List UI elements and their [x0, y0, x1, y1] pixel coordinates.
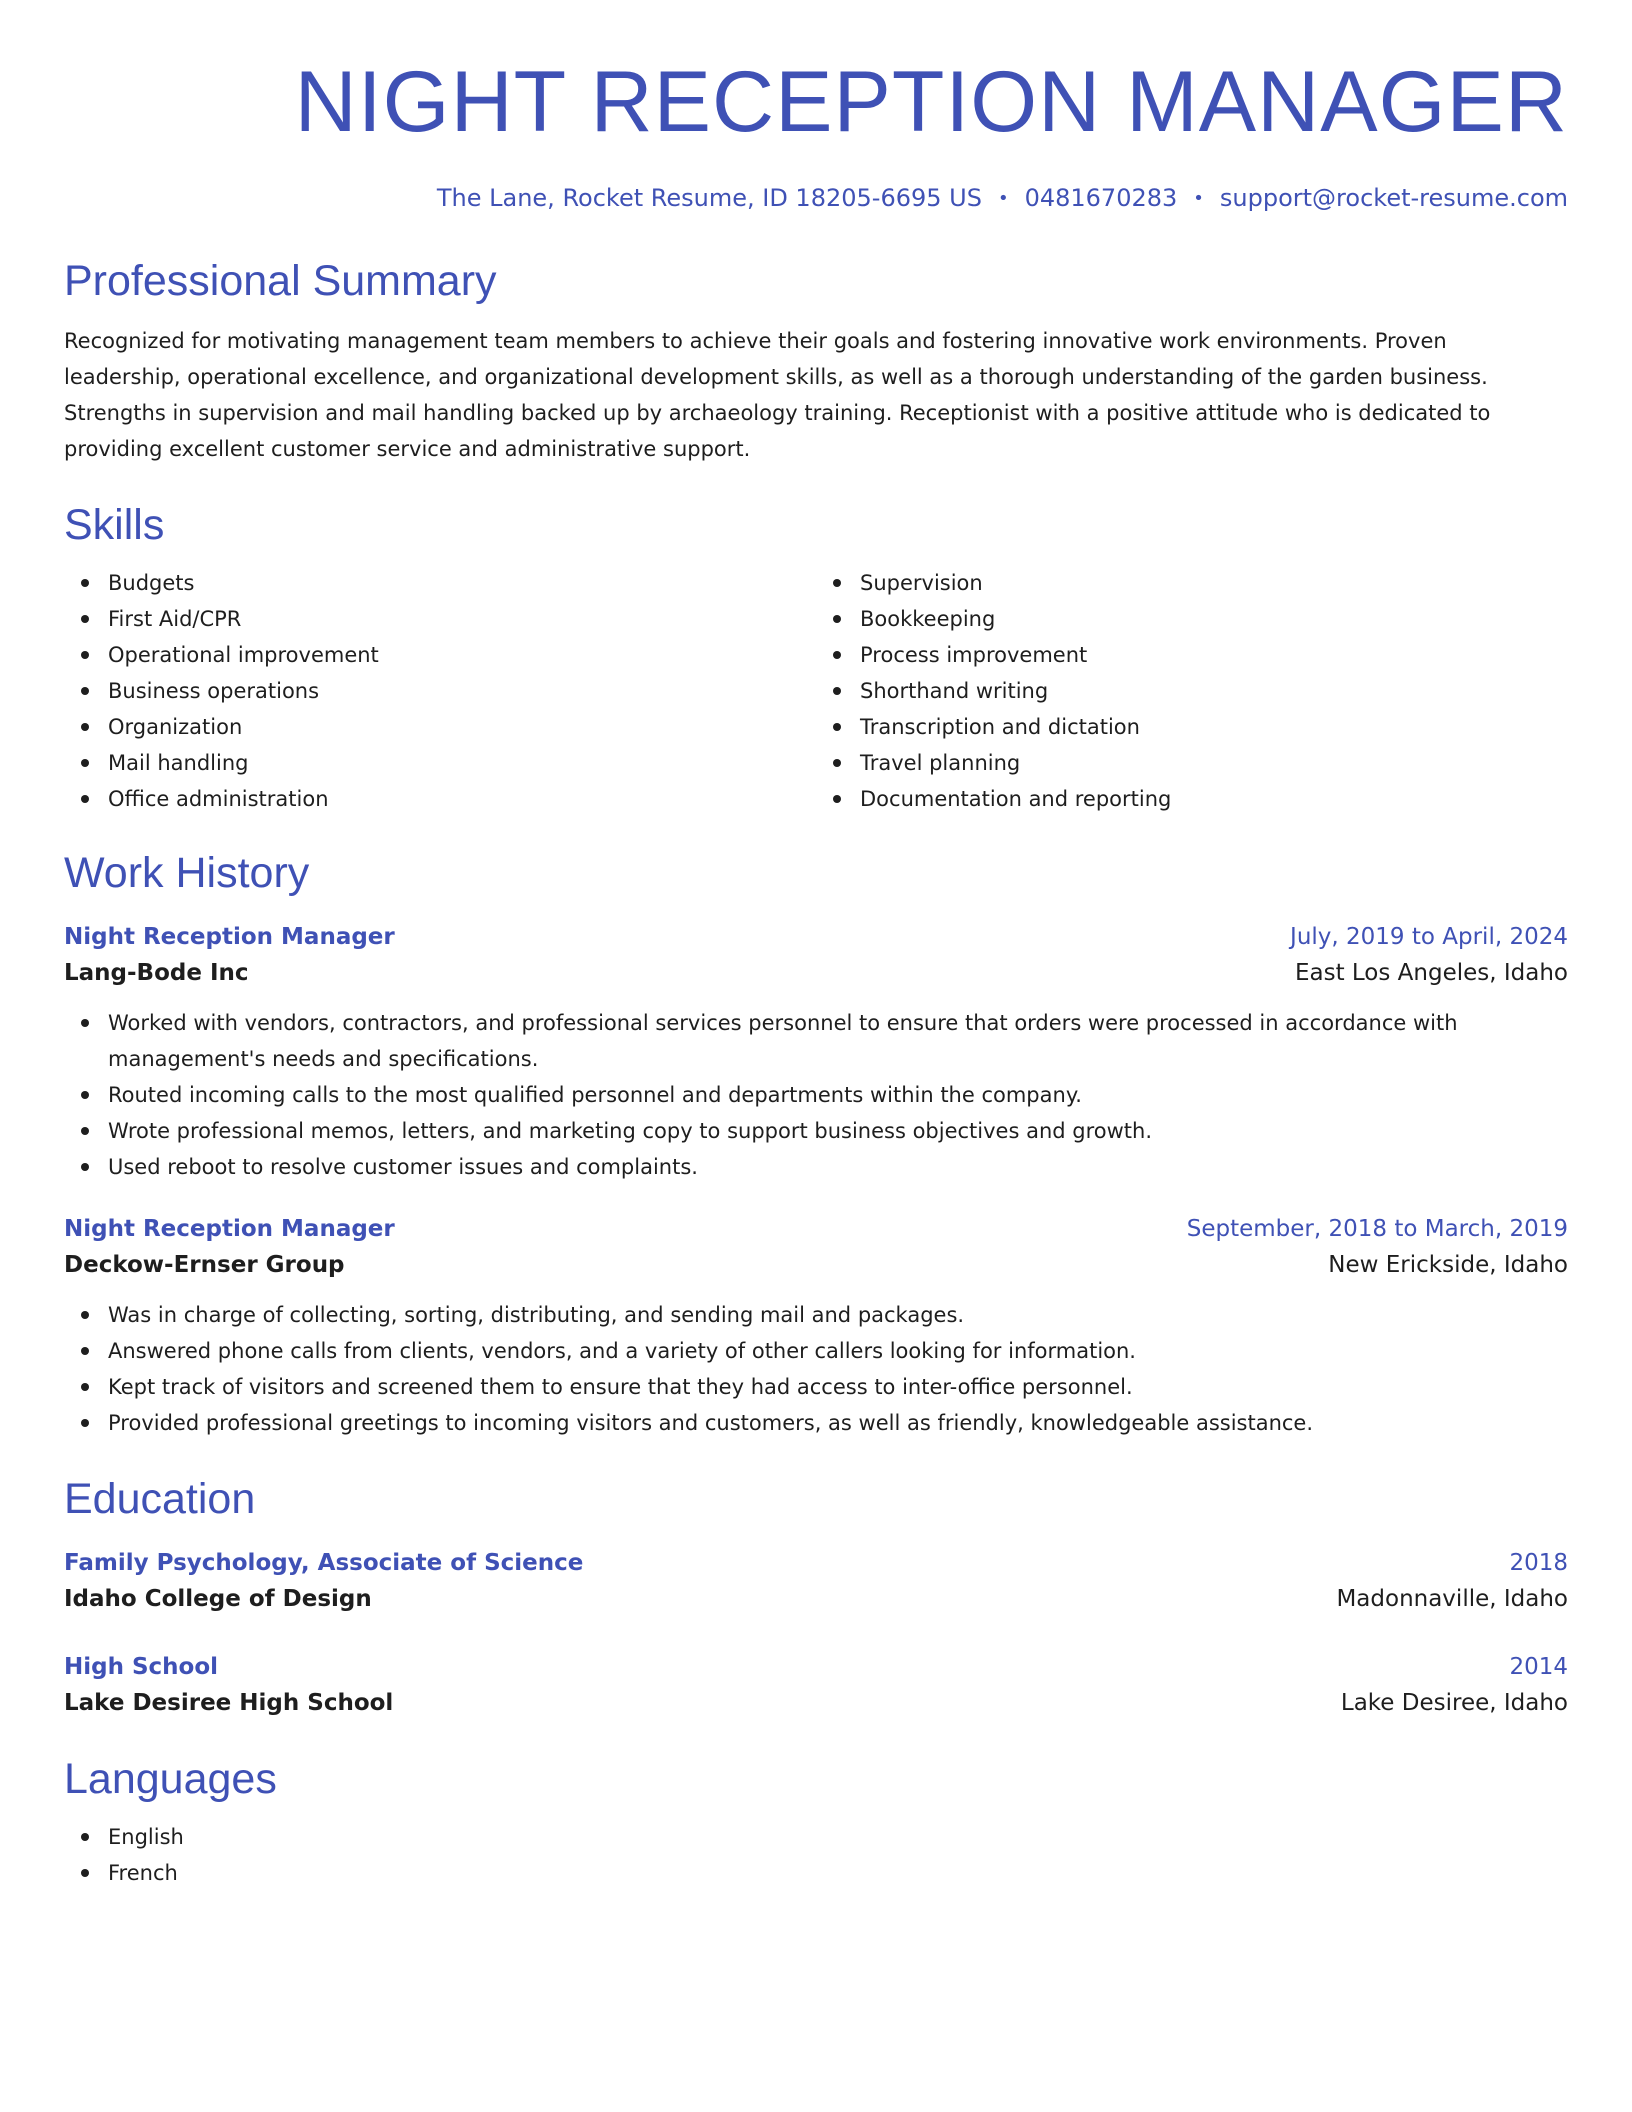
job-title: Night Reception Manager [64, 1216, 395, 1242]
job-company: Deckow-Ernser Group [64, 1252, 345, 1278]
job-company-row [64, 955, 1568, 991]
summary-heading: Professional Summary [64, 257, 497, 305]
education-header-row [64, 1649, 1568, 1685]
education-year: 2014 [1509, 1654, 1568, 1680]
job-location: New Erickside, Idaho [1328, 1252, 1568, 1278]
education-school: Lake Desiree High School [64, 1690, 394, 1716]
job-company: Lang-Bode Inc [64, 960, 249, 986]
job-dates: July, 2019 to April, 2024 [1290, 924, 1568, 950]
education-school-row [64, 1581, 1568, 1617]
skills-heading: Skills [64, 501, 165, 549]
skill-item: Bookkeeping [860, 601, 1568, 637]
contact-email: support@rocket-resume.com [1219, 184, 1568, 212]
education-school-row [64, 1685, 1568, 1721]
skill-item: Business operations [108, 673, 816, 709]
summary-section [64, 255, 1568, 467]
job-entry [64, 1211, 1568, 1441]
education-location: Lake Desiree, Idaho [1340, 1690, 1568, 1716]
education-section [64, 1473, 1568, 1721]
job-duties [64, 1297, 1568, 1441]
job-duty: Worked with vendors, contractors, and professional services personnel to ensure that orders were processed in accordance with management's needs and specifications. [108, 1005, 1568, 1077]
education-entry [64, 1649, 1568, 1721]
skill-item: Supervision [860, 565, 1568, 601]
skill-item: First Aid/CPR [108, 601, 816, 637]
job-duty: Routed incoming calls to the most qualified personnel and departments within the company. [108, 1077, 1568, 1113]
languages-section [64, 1753, 1568, 1891]
contact-address: The Lane, Rocket Resume, ID 18205-6695 US [436, 184, 982, 212]
education-year: 2018 [1509, 1550, 1568, 1576]
job-header-row [64, 1211, 1568, 1247]
job-entry [64, 919, 1568, 1185]
skill-item: Mail handling [108, 745, 816, 781]
contact-separator: • [997, 188, 1009, 209]
skill-item: Budgets [108, 565, 816, 601]
skills-columns [64, 565, 1568, 817]
languages-heading: Languages [64, 1755, 277, 1803]
skill-item: Documentation and reporting [860, 781, 1568, 817]
resume-header [64, 0, 1568, 215]
job-duty: Kept track of visitors and screened them to ensure that they had access to inter-office personnel. [108, 1369, 1568, 1405]
contact-separator: • [1193, 188, 1204, 209]
skill-item: Transcription and dictation [860, 709, 1568, 745]
summary-text: Recognized for motivating management team members to achieve their goals and fostering innovative work environments. Proven leadership, operational excellence, and organizational development skills, as well as a thorough understanding of the garden business. Strengths in supervision and mail handling backed up by archaeology training. Receptionist with a positive attitude who is dedicated to providing excellent customer service and administrative support. [64, 329, 1491, 461]
skills-left-column [64, 565, 816, 817]
contact-line [64, 182, 1568, 215]
languages-list [64, 1819, 1568, 1891]
education-location: Madonnaville, Idaho [1336, 1586, 1568, 1612]
job-location: East Los Angeles, Idaho [1294, 960, 1568, 986]
skill-item: Process improvement [860, 637, 1568, 673]
education-degree: Family Psychology, Associate of Science [64, 1550, 584, 1576]
skill-item: Organization [108, 709, 816, 745]
skill-item: Office administration [108, 781, 816, 817]
education-header-row [64, 1545, 1568, 1581]
education-heading: Education [64, 1475, 256, 1523]
contact-phone: 0481670283 [1024, 184, 1178, 212]
skill-item: Travel planning [860, 745, 1568, 781]
job-duty: Answered phone calls from clients, vendors, and a variety of other callers looking for information. [108, 1333, 1568, 1369]
job-header-row [64, 919, 1568, 955]
skills-section [64, 499, 1568, 817]
education-school: Idaho College of Design [64, 1586, 372, 1612]
skills-right-column [816, 565, 1568, 817]
job-duty: Used reboot to resolve customer issues and complaints. [108, 1149, 1568, 1185]
language-item: English [108, 1819, 1568, 1855]
job-duties [64, 1005, 1568, 1185]
work-history-heading: Work History [64, 849, 310, 897]
work-history-section [64, 847, 1568, 1441]
language-item: French [108, 1855, 1568, 1891]
job-duty: Wrote professional memos, letters, and marketing copy to support business objectives and growth. [108, 1113, 1568, 1149]
candidate-name: NIGHT RECEPTION MANAGER [294, 54, 1568, 150]
skill-item: Operational improvement [108, 637, 816, 673]
skill-item: Shorthand writing [860, 673, 1568, 709]
education-degree: High School [64, 1654, 219, 1680]
job-duty: Provided professional greetings to incoming visitors and customers, as well as friendly, knowledgeable assistance. [108, 1405, 1568, 1441]
job-duty: Was in charge of collecting, sorting, distributing, and sending mail and packages. [108, 1297, 1568, 1333]
job-title: Night Reception Manager [64, 924, 395, 950]
education-entry [64, 1545, 1568, 1617]
job-company-row [64, 1247, 1568, 1283]
job-dates: September, 2018 to March, 2019 [1186, 1216, 1568, 1242]
